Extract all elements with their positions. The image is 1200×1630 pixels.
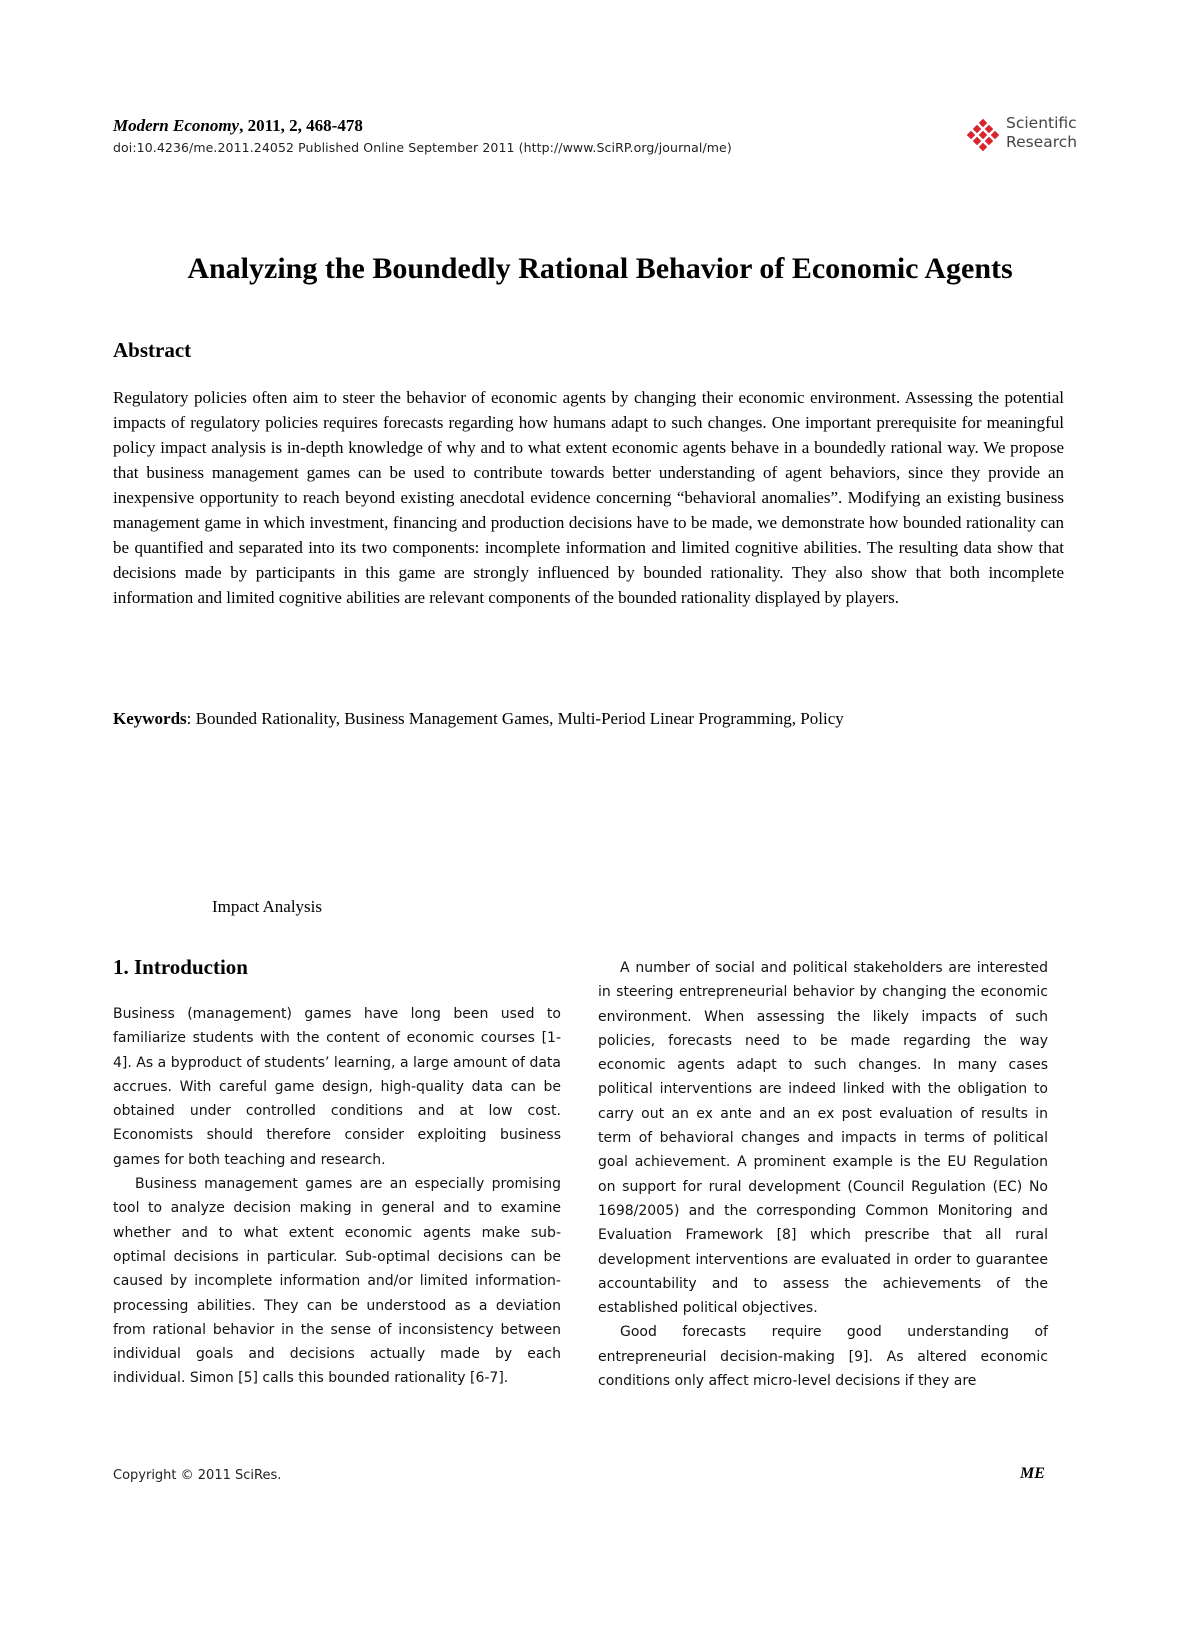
intro-paragraph-1: Business (management) games have long been used to familiarize students with the content of economic courses [1-4]. As a byproduct of students’ learning, a large amount of data accrues. With careful game design, high-quality data can be obtained under controlled conditions and at low cost. Economists should therefore consider exploiting business games for both teaching and research. xyxy=(113,1006,561,1168)
journal-citation xyxy=(113,116,363,136)
keywords-text: : Bounded Rationality, Business Management Games, Multi-Period Linear Programming, Policy xyxy=(186,709,844,728)
intro-paragraph-3: A number of social and political stakeholders are interested in steering entrepreneurial behavior by changing the economic environment. When assessing the likely impacts of such policies, forecasts need to be made regarding the way economic agents adapt to such changes. In many cases political interventions are indeed linked with the obligation to carry out an ex ante and an ex post evaluation of results in term of behavioral changes and impacts in terms of political goal achievement. A prominent example is the EU Regulation on support for rural development (Council Regulation (EC) No 1698/2005) and the corresponding Common Monitoring and Evaluation Framework [8] which prescribe that all rural development interventions are evaluated in order to guarantee accountability and to assess the achievements of the established political objectives. xyxy=(598,960,1048,1317)
footer-journal-abbrev: ME xyxy=(1020,1465,1045,1482)
footer-copyright: Copyright © 2011 SciRes. xyxy=(113,1468,282,1483)
keywords-label: Keywords xyxy=(113,709,187,728)
intro-paragraph-2: Business management games are an especially promising tool to analyze decision making in general and to examine whether and to what extent economic agents make sub-optimal decisions in particular. Sub-optimal decisions can be caused by incomplete information and/or limited information-processing abilities. They can be understood as a deviation from rational behavior in the sense of inconsistency between individual goals and decisions actually made by each individual. Simon [5] calls this bounded rationality [6-7]. xyxy=(113,1176,561,1387)
abstract-text: Regulatory policies often aim to steer the behavior of economic agents by changing their economic environment. Assessing the potential impacts of regulatory policies requires forecasts regarding how humans adapt to such changes. One important prerequisite for meaningful policy impact analysis is in-depth knowledge of why and to what extent economic agents behave in a boundedly rational way. We propose that business management games can be used to contribute towards better understanding of agent behaviors, since they provide an inexpensive opportunity to reach beyond existing anecdotal evidence concerning “behavioral anomalies”. Modifying an existing business management game in which investment, financing and production decisions have to be made, we demonstrate how bounded rationality can be quantified and separated into its two components: incomplete information and limited cognitive abilities. The resulting data show that decisions made by participants in this game are strongly influenced by bounded rationality. They also show that both incomplete information and limited cognitive abilities are relevant components of the bounded rationality displayed by players. xyxy=(113,388,1064,607)
paper-title: Analyzing the Boundedly Rational Behavior of Economic Agents xyxy=(187,252,1013,285)
section-heading-introduction: 1. Introduction xyxy=(113,955,248,979)
scientific-research-logo-icon xyxy=(966,118,1000,152)
journal-name: Modern Economy xyxy=(113,116,240,135)
abstract-heading: Abstract xyxy=(113,338,192,362)
keywords-continuation: Impact Analysis xyxy=(212,897,323,916)
left-column xyxy=(113,1002,561,1391)
right-column xyxy=(598,956,1048,1393)
intro-paragraph-4: Good forecasts require good understanding of entrepreneurial decision-making [9]. As altered economic conditions only affect micro-level decisions if they are xyxy=(598,1324,1048,1390)
publisher-logo xyxy=(966,114,1086,156)
keywords-line xyxy=(113,706,1073,731)
journal-details: , 2011, 2, 468-478 xyxy=(239,116,363,135)
logo-text-line1: Scientific xyxy=(1006,114,1077,132)
logo-text-line2: Research xyxy=(1006,133,1078,151)
doi-line: doi:10.4236/me.2011.24052 Published Online September 2011 (http://www.SciRP.org/journal/me) xyxy=(113,140,732,155)
